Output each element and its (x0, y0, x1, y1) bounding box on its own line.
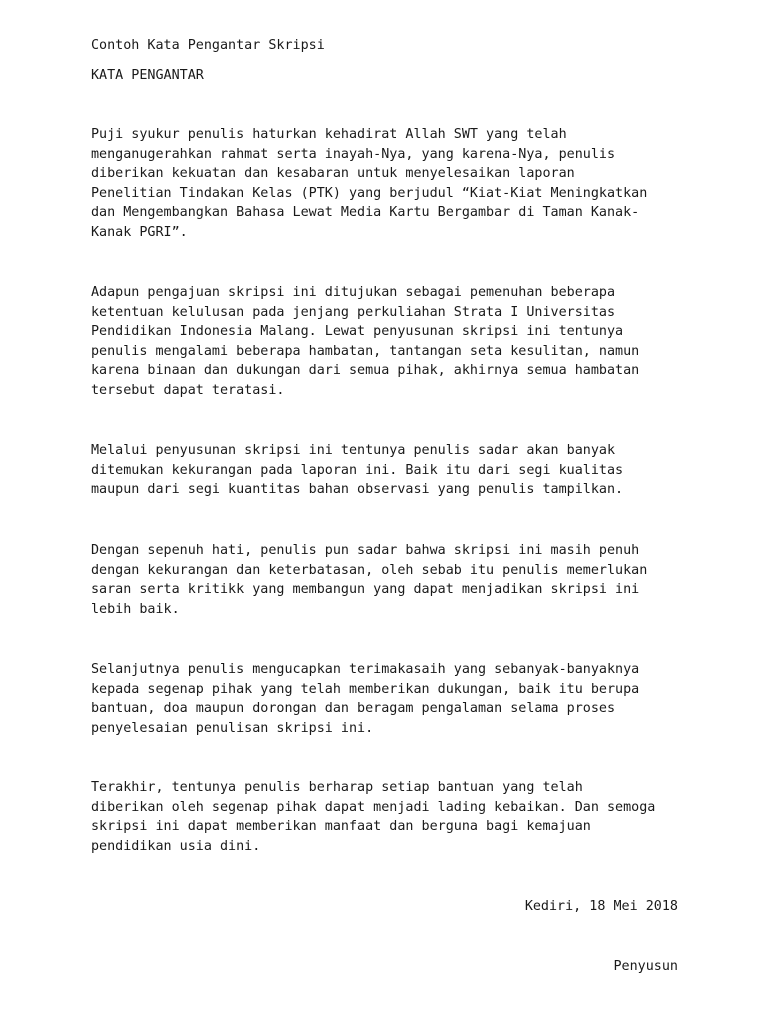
place-date: Kediri, 18 Mei 2018 (524, 899, 678, 914)
signature-label: Penyusun (613, 959, 678, 974)
page-title: KATA PENGANTAR (91, 68, 204, 83)
paragraph-6: Terakhir, tentunya penulis berharap setiap bantuan yang telah diberikan oleh segenap pihak dapat menjadi lading kebaikan. Dan semoga skripsi ini dapat memberikan manfaat dan berguna bagi kemajuan pendidikan usia dini. (91, 780, 656, 854)
paragraph-5: Selanjutnya penulis mengucapkan terimakasaih yang sebanyak-banyaknya kepada segenap pihak yang telah memberikan dukungan, baik itu berupa bantuan, doa maupun dorongan dan beragam pengalaman selama proses penyelesaian penulisan skripsi ini. (91, 662, 640, 736)
paragraph-3: Melalui penyusunan skripsi ini tentunya penulis sadar akan banyak ditemukan kekurangan pada laporan ini. Baik itu dari segi kualitas maupun dari segi kuantitas bahan observasi yang penulis tampilkan. (91, 443, 624, 498)
header-line: Contoh Kata Pengantar Skripsi (91, 38, 325, 53)
paragraph-4: Dengan sepenuh hati, penulis pun sadar bahwa skripsi ini masih penuh dengan kekurangan dan keterbatasan, oleh sebab itu penulis memerlukan saran serta kritikk yang membangun yang dapat menjadikan skripsi ini lebih baik. (91, 543, 648, 617)
paragraph-1: Puji syukur penulis haturkan kehadirat Allah SWT yang telah menganugerahkan rahmat serta inayah-Nya, yang karena-Nya, penulis diberikan kekuatan dan kesabaran untuk menyelesaikan laporan Penelitian Tindakan Kelas (PTK) yang berjudul “Kiat-Kiat Meningkatkan dan Mengembangkan Bahasa Lewat Media Kartu Bergambar di Taman Kanak- Kanak PGRI”. (91, 127, 648, 240)
paragraph-2: Adapun pengajuan skripsi ini ditujukan sebagai pemenuhan beberapa ketentuan kelulusan pada jenjang perkuliahan Strata I Universitas Pendidikan Indonesia Malang. Lewat penyusunan skripsi ini tentunya penulis mengalami beberapa hambatan, tantangan seta kesulitan, namun karena binaan dan dukungan dari semua pihak, akhirnya semua hambatan tersebut dapat teratasi. (91, 285, 640, 398)
